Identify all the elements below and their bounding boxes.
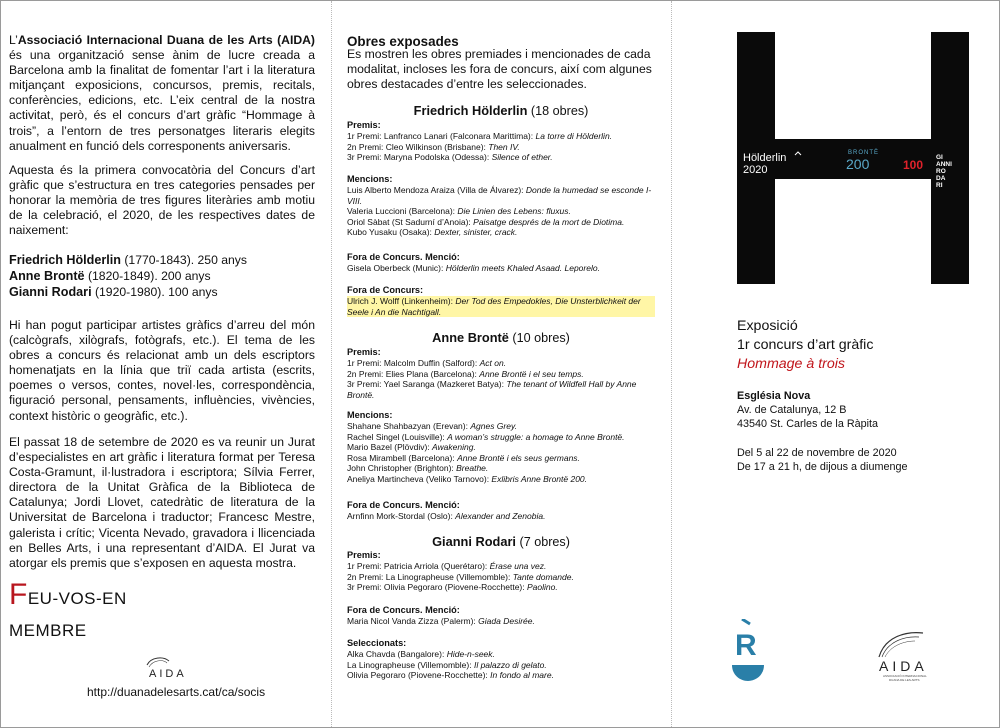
- author-info: (1770-1843). 250 anys: [120, 253, 247, 267]
- svg-text:RI: RI: [936, 182, 943, 189]
- fold-divider: [331, 1, 332, 728]
- block-heading: Seleccionats:: [347, 638, 407, 648]
- author-name: Anne Brontë: [9, 269, 85, 283]
- join-member: MEMBRE: [9, 621, 87, 640]
- author-name: Gianni Rodari: [9, 285, 92, 299]
- bronte-mentions: [347, 410, 655, 485]
- opening-hours: De 17 a 21 h, de dijous a diumenge: [737, 461, 908, 473]
- middle-panel: [347, 1, 655, 728]
- rodari-prizes: [347, 550, 655, 593]
- venue-address: Av. de Catalunya, 12 B: [737, 404, 847, 416]
- list-item: 1r Premi: Lanfranco Lanari (Falconara Marittima): La torre di Hölderlin.: [347, 131, 613, 141]
- block-heading: Fora de Concurs. Menció:: [347, 252, 460, 262]
- block-heading: Fora de Concurs:: [347, 285, 424, 295]
- poster-bronte-text: BRONTË: [848, 150, 880, 156]
- holderlin-mentions: [347, 174, 655, 238]
- aida-logo-small: [141, 655, 201, 679]
- list-item: 3r Premi: Maryna Podolska (Odessa): Silence of ether.: [347, 152, 553, 163]
- left-panel: [9, 1, 315, 728]
- list-item: La Linographeuse (Villemomble): Il palazzo di gelato.: [347, 659, 547, 670]
- list-item: John Christopher (Brighton): Breathe.: [347, 463, 489, 474]
- holderlin-prizes: [347, 120, 655, 163]
- list-item: Oriol Sàbat (St Sadurní d’Anoia): Paisatge després de la mort de Diotima.: [347, 216, 625, 227]
- block-heading: Fora de Concurs. Menció:: [347, 500, 460, 510]
- rapita-logo: [730, 619, 766, 681]
- svg-text:AIDA: AIDA: [149, 668, 187, 679]
- section-count: (18 obres): [527, 104, 589, 118]
- block-heading: Premis:: [347, 347, 381, 357]
- section-rodari-title: [347, 534, 655, 549]
- list-item: Mario Bazel (Plövdiv): Awakening.: [347, 442, 476, 453]
- poster-holderlin-year: 2020: [743, 164, 768, 176]
- holderlin-hors-mention: [347, 252, 655, 274]
- holderlin-hors-concours: [347, 285, 655, 317]
- intro-org-name: Associació Internacional Duana de les Arts (AIDA): [17, 33, 315, 47]
- author-rodari: [9, 284, 247, 300]
- list-item: Olivia Pegoraro (Piovene-Rocchette): In fondo al mare.: [347, 670, 554, 681]
- author-info: (1920-1980). 100 anys: [91, 285, 218, 299]
- dates-info: [737, 446, 907, 474]
- list-item: Rachel Singel (Louisville): A woman’s struggle: a homage to Anne Brontë.: [347, 431, 625, 442]
- date-range: Del 5 al 22 de novembre de 2020: [737, 447, 897, 459]
- list-item: Kubo Yusaku (Osaka): Dexter, sinister, crack.: [347, 227, 518, 238]
- section-name: Gianni Rodari: [432, 534, 516, 549]
- join-rest: EU-VOS-EN: [27, 589, 127, 608]
- author-holderlin: [9, 252, 247, 268]
- section-name: Friedrich Hölderlin: [413, 103, 528, 118]
- join-heading[interactable]: [9, 578, 127, 611]
- block-heading: Mencions:: [347, 410, 393, 420]
- poster-holderlin-text: Hölderlin: [743, 152, 787, 164]
- expo-label: Exposició: [737, 318, 798, 334]
- list-item: Maria Nicol Vanda Zizza (Palerm): Giada Desirée.: [347, 616, 535, 626]
- author-info: (1820-1849). 200 anys: [84, 269, 211, 283]
- convocatoria-paragraph: Aquesta és la primera convocatòria del Concurs d’art gràfic que s’estructura en tres categories pensades per honorar la memòria de tres figures literàries amb motiu de la celebració, el 2020, de les respectives dates de naixement:: [9, 163, 315, 238]
- list-item: 2n Premi: Cleo Wilkinson (Brisbane): Then IV.: [347, 141, 520, 152]
- expo-subtitle: 1r concurs d’art gràfic: [737, 337, 874, 353]
- list-item: Aneliya Martincheva (Veliko Tarnovo): Exlibris Anne Brontë 200.: [347, 473, 588, 484]
- svg-text:RO: RO: [936, 168, 946, 175]
- fold-divider: [671, 1, 672, 728]
- bronte-prizes: [347, 347, 655, 400]
- works-intro: Es mostren les obres premiades i mencionades de cada modalitat, incloses les fora de concurs, així com algunes obres destacades d’entre les seleccionades.: [347, 47, 652, 92]
- list-item: 2n Premi: La Linographeuse (Villemomble): Tante domande.: [347, 571, 574, 582]
- section-count: (7 obres): [516, 535, 570, 549]
- list-item: 1r Premi: Patricia Arriola (Querétaro): Érase una vez.: [347, 561, 547, 571]
- venue-city: 43540 St. Carles de la Ràpita: [737, 418, 879, 430]
- list-item: Gisela Oberbeck (Munic): Hölderlin meets Khaled Asaad. Leporelo.: [347, 263, 600, 273]
- author-name: Friedrich Hölderlin: [9, 253, 121, 267]
- author-bronte: [9, 268, 247, 284]
- list-item: Alka Chavda (Bangalore): Hide-n-seek.: [347, 649, 495, 659]
- list-item-highlighted: Ulrich J. Wolff (Linkenheim): Der Tod des Empedokles, Die Unsterblichkeit der Seele i An die Nachtigall.: [347, 296, 655, 317]
- venue-name: Església Nova: [737, 390, 811, 402]
- section-holderlin-title: [347, 103, 655, 118]
- rodari-selected: [347, 638, 655, 681]
- list-item: Arnfinn Mork-Stordal (Oslo): Alexander and Zenobia.: [347, 511, 546, 521]
- participation-paragraph: Hi han pogut participar artistes gràfics d’arreu del món (calcògrafs, xilògrafs, fotògrafs, etc.). El tema de les obres a concurs és relacionat amb un dels escriptors homenatjats en la línia que triï cada artista (escrits, poemes o versos, contes, novel·les, correspondència, figuració personal, pensaments, influències, vivències, context històric o geogràfic, etc.).: [9, 318, 315, 423]
- join-initial: F: [9, 578, 28, 611]
- authors-list: [9, 252, 247, 300]
- list-item: Rosa Mirambell (Barcelona): Anne Brontë i els seus germans.: [347, 452, 580, 463]
- svg-text:GI: GI: [936, 154, 943, 161]
- svg-text:AIDA: AIDA: [879, 658, 928, 674]
- block-heading: Premis:: [347, 120, 381, 130]
- list-item: Shahane Shahbazyan (Erevan): Agnes Grey.: [347, 421, 517, 431]
- intro-rest: és una organització sense ànim de lucre creada a Barcelona amb la finalitat de fomentar l’art i la literatura mitjançant exposicions, concursos, premis, recitals, conferències, edicions, etc. L’eix central de la nostra activitat, però, és el concurs d’art gràfic “Hommage à trois”, a l’entorn de tres personatges literaris elegits anualment en funció dels corresponents aniversaris.: [9, 48, 315, 153]
- section-count: (10 obres): [508, 331, 570, 345]
- membership-link[interactable]: http://duanadelesarts.cat/ca/socis: [87, 685, 266, 699]
- poster-rodari-num: 100: [903, 158, 924, 172]
- list-item: Valeria Luccioni (Barcelona): Die Linien des Lebens: fluxus.: [347, 206, 571, 217]
- expo-title: Hommage à trois: [737, 356, 846, 372]
- intro-pre: L’: [9, 33, 18, 47]
- list-item: 3r Premi: Yael Saranga (Mazkeret Batya): The tenant of Wildfell Hall by Anne Brontë.: [347, 379, 637, 400]
- block-heading: Premis:: [347, 550, 381, 560]
- svg-text:ASSOCIACIÓ INTERNACIONAL: ASSOCIACIÓ INTERNACIONAL: [883, 674, 927, 678]
- svg-text:ANNI: ANNI: [936, 161, 952, 168]
- bronte-hors-mention: [347, 500, 655, 522]
- exhibition-info: [737, 317, 873, 374]
- poster-bronte-num: 200: [846, 156, 870, 172]
- list-item: 3r Premi: Olivia Pegoraro (Piovene-Rocchette): Paolino.: [347, 582, 558, 593]
- block-heading: Fora de Concurs. Menció:: [347, 605, 460, 615]
- list-item: Luis Alberto Mendoza Araiza (Villa de Álvarez): Donde la humedad se esconde I-VIII.: [347, 185, 652, 206]
- intro-paragraph: [9, 33, 315, 154]
- right-panel: [701, 1, 993, 728]
- section-name: Anne Brontë: [432, 330, 509, 345]
- exhibition-poster: [737, 32, 969, 284]
- list-item: 1r Premi: Malcolm Duffin (Salford): Act on.: [347, 358, 507, 368]
- block-heading: Mencions:: [347, 174, 393, 184]
- rodari-hors-mention: [347, 605, 655, 627]
- aida-logo: [871, 627, 943, 683]
- svg-text:R: R: [735, 629, 757, 662]
- jury-paragraph: El passat 18 de setembre de 2020 es va reunir un Jurat d’especialistes en art gràfic i literatura format per Teresa Costa-Gramunt, il·lustradora i escriptora; Sílvia Ferrer, directora de la Unitat Gràfica de la Biblioteca de Catalunya; Jordi Llovet, catedràtic de literatura de la Universitat de Barcelona i traductor; Francesc Mestre, galerista i crític; Vicenta Nevado, gravadora i llicenciada en Belles Arts, i una representant d’AIDA. El Jurat va atorgar els premis que s’exposen en aquesta mostra.: [9, 435, 315, 570]
- section-bronte-title: [347, 330, 655, 345]
- venue-info: [737, 389, 878, 431]
- works-title: Obres exposades: [347, 34, 459, 49]
- svg-text:DA: DA: [936, 175, 946, 182]
- list-item: 2n Premi: Elies Plana (Barcelona): Anne Brontë i el seu temps.: [347, 368, 584, 379]
- svg-text:DUANA DE LES ARTS: DUANA DE LES ARTS: [889, 678, 920, 682]
